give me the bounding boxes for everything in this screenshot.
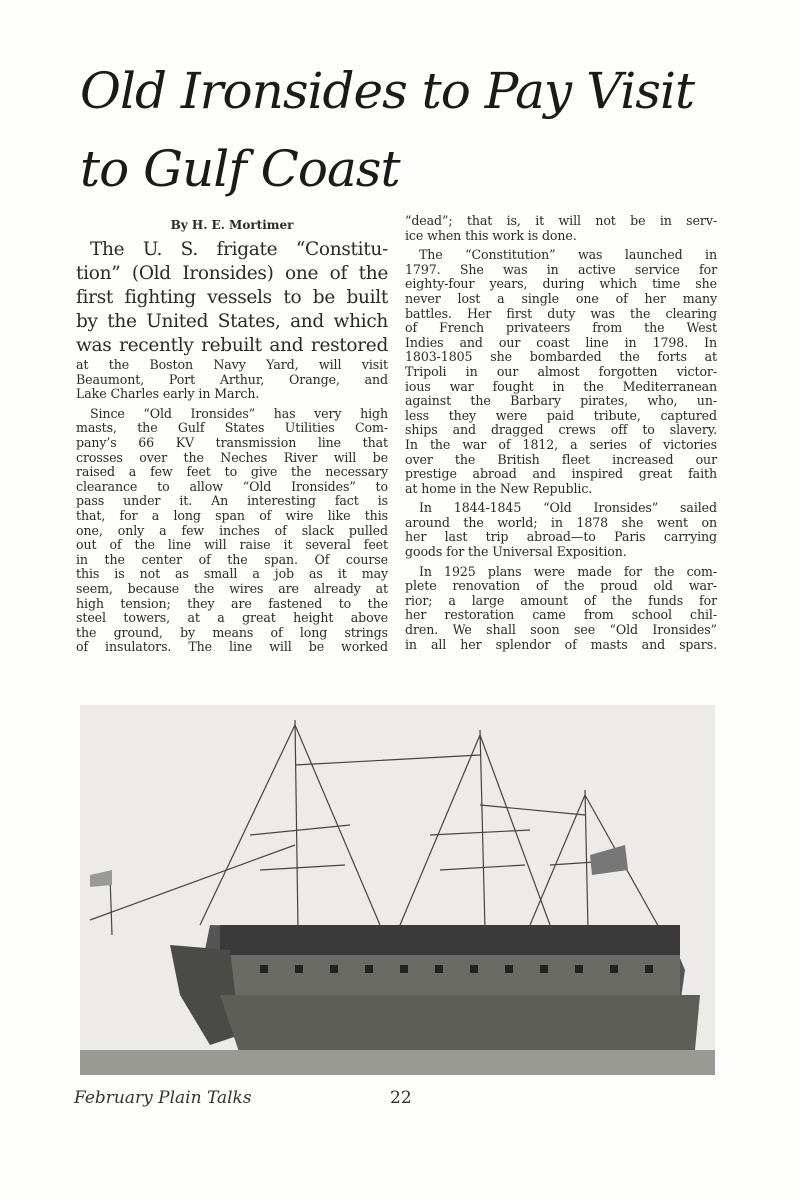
text-line: less they were paid tribute, captured [405, 407, 717, 423]
text-line: high tension; they are fastened to the [76, 595, 388, 611]
text-line: dren. We shall soon see “Old Ironsides” [405, 622, 717, 638]
text-line: clearance to allow “Old Ironsides” to [76, 478, 388, 494]
text-line: The U. S. frigate “Constitu- [90, 239, 388, 260]
text-line: Indies and our coast line in 1798. In [405, 334, 717, 350]
text-line: ice when this work is done. [405, 227, 577, 243]
text-line: battles. Her first duty was the clearing [405, 305, 717, 321]
right-column [405, 214, 717, 657]
text-line: at the Boston Navy Yard, will visit [76, 357, 388, 372]
text-line: one, only a few inches of slack pulled [76, 522, 388, 538]
text-line: In 1844-1845 “Old Ironsides” sailed [419, 500, 717, 516]
text-line: against the Barbary pirates, who, un- [405, 393, 717, 409]
text-line: by the United States, and which [76, 311, 388, 332]
text-line: eighty-four years, during which time she [405, 276, 717, 292]
text-line: pass under it. An interesting fact is [76, 493, 388, 509]
text-line: steel towers, at a great height above [76, 610, 388, 626]
text-line: plete renovation of the proud old war- [405, 578, 717, 594]
byline: By H. E. Mortimer [170, 218, 294, 232]
paragraph [76, 407, 388, 655]
page-number: 22 [390, 1088, 412, 1108]
text-line: prestige abroad and inspired great faith [405, 466, 717, 482]
text-line: the ground, by means of long strings [76, 624, 388, 640]
text-line: out of the line will raise it several feet [76, 537, 388, 553]
text-line: crosses over the Neches River will be [76, 449, 388, 465]
text-line: “dead”; that is, it will not be in serv- [405, 213, 717, 228]
text-line: ships and dragged crews off to slavery. [405, 422, 717, 438]
text-line: her restoration came from school chil- [405, 607, 717, 623]
text-line: in all her splendor of masts and spars. [405, 636, 717, 652]
text-line: of insulators. The line will be worked [76, 639, 388, 655]
text-line: Lake Charles early in March. [76, 386, 260, 402]
text-line: around the world; in 1878 she went on [405, 514, 717, 530]
text-line: goods for the Universal Exposition. [405, 544, 627, 560]
text-line: never lost a single one of her many [405, 290, 717, 306]
text-line: that, for a long span of wire like this [76, 507, 388, 523]
text-line: Since “Old Ironsides” has very high [90, 405, 388, 421]
text-line: first fighting vessels to be built [76, 287, 388, 308]
right-column-body [405, 214, 717, 652]
text-line: Beaumont, Port Arthur, Orange, and [76, 371, 388, 387]
lead-paragraph [76, 238, 388, 358]
article-title-line-2: to Gulf Coast [80, 140, 400, 198]
paragraph [76, 358, 388, 402]
paragraph [405, 501, 717, 559]
text-line: over the British fleet increased our [405, 451, 717, 467]
text-line: The “Constitution” was launched in [419, 247, 717, 263]
paragraph [405, 248, 717, 496]
text-line: 1797. She was in active service for [405, 261, 717, 277]
text-line: In the war of 1812, a series of victories [405, 436, 717, 452]
text-line: of French privateers from the West [405, 320, 717, 336]
text-line: 1803-1805 she bombarded the forts at [405, 349, 717, 365]
text-line: Tripoli in our almost forgotten victor- [405, 363, 717, 379]
text-line: her last trip abroad—to Paris carrying [405, 529, 717, 545]
ship-photograph [80, 705, 715, 1075]
left-column [76, 218, 388, 660]
publication-name: February Plain Talks [74, 1088, 252, 1108]
paragraph [405, 214, 717, 243]
text-line: seem, because the wires are already at [76, 580, 388, 596]
left-column-body [76, 358, 388, 655]
text-line: tion” (Old Ironsides) one of the [76, 263, 388, 284]
text-line: this is not as small a job as it may [76, 566, 388, 582]
text-line: in the center of the span. Of course [76, 551, 388, 567]
text-line: ious war fought in the Mediterranean [405, 378, 717, 394]
text-line: masts, the Gulf States Utilities Com- [76, 420, 388, 436]
paragraph [405, 565, 717, 653]
text-line: In 1925 plans were made for the com- [419, 563, 717, 579]
text-line: at home in the New Republic. [405, 480, 593, 496]
text-line: was recently rebuilt and restored [76, 335, 388, 356]
text-line: rior; a large amount of the funds for [405, 592, 717, 608]
text-line: raised a few feet to give the necessary [76, 464, 388, 480]
article-title-line-1: Old Ironsides to Pay Visit [80, 62, 695, 120]
text-line: pany’s 66 KV transmission line that [76, 434, 388, 450]
